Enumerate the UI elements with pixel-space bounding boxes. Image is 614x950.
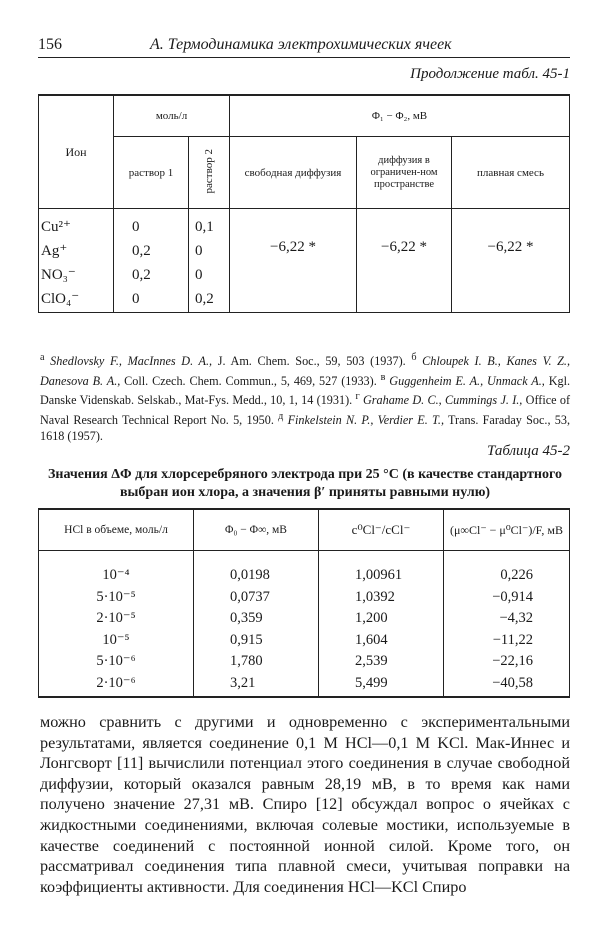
phi-cell: 0,359 (230, 610, 263, 626)
phi-cell: 1,780 (230, 653, 263, 669)
footnote-mark: г (355, 391, 360, 403)
mu-cell: −11,22 (492, 631, 533, 648)
table2-ratio-column (319, 551, 444, 697)
footnote-authors: Chloupek I. B., Kanes V. Z., Danesova B. A., (40, 354, 571, 388)
phi-cell: 0,0737 (230, 588, 270, 605)
table1-header-solution2: раствор 2 (189, 137, 230, 209)
table1-header-ion: Ион (39, 95, 114, 209)
footnote-mark: б (411, 352, 417, 363)
table1-free-diffusion-value: −6,22 * (230, 209, 357, 313)
table2-header-hcl: HCl в объеме, моль/л (39, 509, 194, 551)
body-text: можно сравнить с другими и одновременно с экспериментальными результатами, является соединение 0,1 M HCl—0,1 M KCl. Мак-Иннес и Лонгсворт [11] вычислили потенциал этого соединения в случае свободной диффузии, который оказался равным 28,19 мВ, в то время как нами получено значение 27,31 мВ. Спиро [12] обсуждал вопрос о ячейках с жидкостными соединениями, включая солевые мостики, используемые в качестве соединений с постоянной ионной силой. Кроме того, он рассматривал соединения типа плавной смеси, учитывая поправки на коэффициенты активности. Для соединения HCl—KCl Спиро (40, 713, 570, 896)
solution2-cell: 0,2 (195, 291, 214, 307)
table1-solution2-column (189, 209, 230, 313)
solution1-cell: 0,2 (132, 243, 151, 259)
table2-label: Таблица 45-2 (487, 443, 570, 459)
footnote-source: J. Am. Chem. Soc., 59, 503 (1937). (217, 354, 406, 369)
table2-caption: Значения ΔΦ для хлорсеребряного электрода при 25 °C (в качестве стандартного выбран ион хлора, а значения β′ приняты равными нулю) (48, 467, 562, 500)
ion-cell: ClO₄⁻ (41, 291, 80, 307)
mu-cell: −22,16 (492, 653, 533, 669)
hcl-cell: 5·10⁻⁵ (96, 588, 136, 605)
table1-header-free-diffusion: свободная диффузия (230, 137, 357, 209)
solution1-cell: 0,2 (132, 267, 151, 283)
footnote-source: Trans. Faraday Soc., 53, 1618 (1957). (40, 412, 571, 444)
ratio-cell: 1,604 (355, 631, 388, 648)
footnote-authors: Shedlovsky F., MacInnes D. A., (50, 354, 213, 369)
header-rule (38, 57, 570, 58)
table1-smooth-mixture-value: −6,22 * (452, 209, 570, 313)
footnote-mark: а (40, 352, 45, 363)
table2-header-phi: Φ₀ − Φ∞, мВ (194, 509, 319, 551)
mu-cell: −0,914 (492, 588, 533, 605)
footnote-mark: в (380, 371, 386, 383)
table2 (38, 508, 570, 698)
table2-mu-column (444, 551, 570, 697)
table1-continuation-label: Продолжение табл. 45-1 (410, 66, 570, 82)
mu-cell: −4,32 (499, 610, 533, 626)
ratio-cell: 1,00961 (355, 567, 403, 583)
phi-cell: 3,21 (230, 674, 256, 691)
table2-phi-column (194, 551, 319, 697)
body-paragraph (40, 712, 570, 897)
ratio-cell: 1,0392 (355, 588, 395, 605)
table1-solution1-column (114, 209, 189, 313)
page-number: 156 (38, 36, 62, 53)
phi-cell: 0,0198 (230, 567, 270, 583)
table1-header-concentration: моль/л (114, 95, 230, 137)
table2-header-chemical-potential: (μ∞Cl⁻ − μ⁰Cl⁻)/F, мВ (444, 509, 570, 551)
solution2-cell: 0 (195, 267, 203, 283)
table2-header-concentration-ratio: c⁰Cl⁻/cCl⁻ (319, 509, 444, 551)
ratio-cell: 2,539 (355, 653, 388, 669)
hcl-cell: 10⁻⁴ (102, 567, 130, 583)
solution2-cell: 0,1 (195, 219, 214, 235)
footnote-source: Kgl. Danske Videnskab. Selskab., Mat-Fys. Medd., 10, 1, 14 (1931). (40, 373, 571, 408)
footnote-authors: Finkelstein N. P., Verdier E. T., (287, 412, 444, 427)
table1-header-restricted-diffusion: диффузия в ограничен-ном пространстве (357, 137, 452, 209)
table1-header-solution1: раствор 1 (114, 137, 189, 209)
solution1-cell: 0 (132, 219, 140, 235)
mu-cell: −40,58 (492, 674, 533, 691)
solution2-cell: 0 (195, 243, 203, 259)
ratio-cell: 5,499 (355, 674, 388, 691)
phi-cell: 0,915 (230, 631, 263, 648)
footnote-source: Office of Naval Research Technical Report No. 5, 1950. (40, 393, 571, 427)
hcl-cell: 2·10⁻⁶ (96, 674, 136, 691)
table1 (38, 94, 570, 313)
ratio-cell: 1,200 (355, 610, 388, 626)
table1-restricted-diffusion-value: −6,22 * (357, 209, 452, 313)
footnote-mark: д (278, 410, 284, 422)
hcl-cell: 2·10⁻⁵ (96, 610, 136, 626)
footnote-source: Coll. Czech. Chem. Commun., 5, 469, 527 (1933). (124, 373, 377, 388)
mu-cell: 0,226 (500, 567, 533, 583)
ion-cell: Cu²⁺ (41, 219, 71, 235)
solution1-cell: 0 (132, 291, 140, 307)
running-title: А. Термодинамика электрохимических ячеек (150, 36, 452, 53)
table1-header-smooth-mixture: плавная смесь (452, 137, 570, 209)
table1-header-potential: Φ₁ − Φ₂, мВ (230, 95, 570, 137)
table1-ion-column (39, 209, 114, 313)
ion-cell: Ag⁺ (41, 243, 68, 259)
hcl-cell: 5·10⁻⁶ (96, 653, 136, 669)
footnote-authors: Guggenheim E. A., Unmack A., (389, 373, 545, 388)
table2-hcl-column (39, 551, 194, 697)
footnote-authors: Grahame D. C., Cummings J. I., (362, 393, 523, 408)
hcl-cell: 10⁻⁵ (102, 631, 130, 648)
table1-footnotes (40, 350, 570, 445)
ion-cell: NO₃⁻ (41, 267, 76, 283)
